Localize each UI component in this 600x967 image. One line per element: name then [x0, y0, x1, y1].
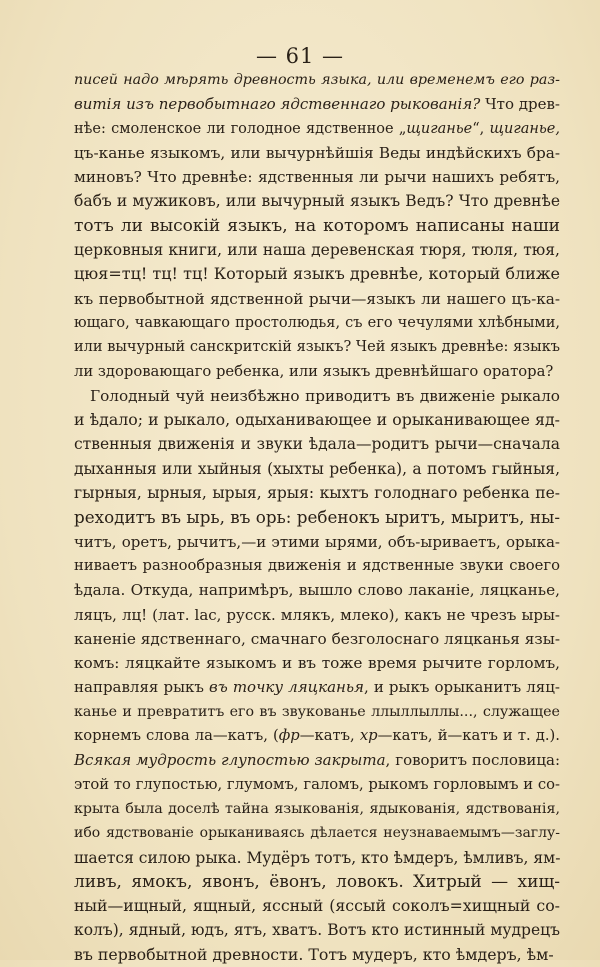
- text-segment: ибо ядствованіе орыканиваясь дѣлается неузнаваемымъ—заглу-: [74, 825, 560, 842]
- text-segment: цъ-канье языкомъ, или вычурнѣйшія Веды индѣйскихъ бра-: [74, 143, 560, 162]
- text-line: [74, 287, 560, 311]
- text-line: [74, 432, 560, 456]
- italic-text: щиганье: [406, 120, 473, 137]
- text-line: [74, 457, 560, 481]
- text-segment: въ первобытной древности. Тотъ мудеръ, кто ѣмдеръ, ѣм-: [74, 944, 554, 964]
- text-line: [74, 870, 560, 894]
- text-line: [74, 92, 560, 116]
- text-line: [74, 117, 560, 141]
- text-line: [74, 141, 560, 165]
- text-line: [74, 675, 560, 699]
- italic-text: витія изъ первобытнаго ядственнаго рыкованія?: [74, 95, 481, 114]
- text-line: [74, 214, 560, 238]
- text-line: [74, 700, 560, 724]
- text-segment: направляя рыкъ: [74, 678, 210, 697]
- text-segment: , говоритъ пословица:: [385, 751, 560, 770]
- text-line: [74, 651, 560, 675]
- text-segment: Что древ-: [480, 95, 560, 114]
- text-segment: дыханныя или хыйныя (хыхты ребенка), а потомъ гыйныя,: [74, 459, 560, 478]
- text-segment: ливъ, ямокъ, явонъ, ёвонъ, ловокъ. Хитрый — хищ-: [74, 871, 560, 892]
- text-line: [74, 384, 560, 408]
- text-line: [74, 530, 560, 554]
- text-line: [74, 578, 560, 602]
- text-segment: “,: [472, 120, 490, 137]
- text-segment: —катъ,: [299, 727, 360, 745]
- text-line: [74, 554, 560, 578]
- text-line: [74, 918, 560, 942]
- text-segment: колъ), ядный, юдъ, ятъ, хватъ. Вотъ кто истинный мудрецъ: [74, 921, 560, 940]
- text-line: [74, 603, 560, 627]
- text-segment: къ первобытной ядственной рычи—языкъ ли нашего цъ-ка-: [74, 289, 560, 308]
- text-segment: каненіе ядственнаго, смачнаго безголоснаго ляцканья язы-: [74, 629, 560, 648]
- page-number: — 61 —: [255, 44, 345, 68]
- text-line: [74, 481, 560, 505]
- text-segment: крыта была доселѣ тайна языкованія, ядыкованія, ядствованія,: [74, 800, 560, 817]
- text-line: [74, 505, 560, 529]
- text-line: [74, 238, 560, 262]
- text-segment: комъ: ляцкайте языкомъ и въ тоже время рычите горломъ,: [74, 654, 560, 673]
- text-segment: церковныя книги, или наша деревенская тюря, тюля, тюя,: [74, 241, 560, 260]
- text-segment: тотъ ли высокій языкъ, на которомъ написаны наши: [74, 215, 560, 236]
- text-segment: цюя=тц! тц! тц! Который языкъ древнѣе, который ближе: [74, 264, 560, 284]
- body-text: [74, 68, 560, 967]
- text-segment: или вычурный санскритскій языкъ? Чей языкъ древнѣе: языкъ: [74, 339, 560, 356]
- text-line: [74, 773, 560, 797]
- italic-text: щиганье,: [489, 120, 560, 137]
- text-segment: —катъ, й—катъ и т. д.).: [377, 727, 560, 745]
- text-segment: корнемъ слова ла—катъ, (: [74, 727, 279, 745]
- text-line: [74, 68, 560, 92]
- text-segment: бабъ и мужиковъ, или вычурный языкъ Ведъ? Что древнѣе: [74, 192, 560, 211]
- italic-text: Всякая мудрость глупостью закрыта: [74, 751, 386, 770]
- text-line: [74, 262, 560, 286]
- text-segment: ственныя движенія и звуки ѣдала—родитъ рычи—сначала: [74, 435, 560, 454]
- italic-text: писей надо мѣрять древность языка, или временемъ его раз-: [74, 72, 560, 88]
- text-segment: ный—ищный, ящный, яссный (яссый соколъ=хищный со-: [74, 896, 560, 916]
- text-line: [74, 165, 560, 189]
- text-line: [74, 846, 560, 870]
- text-line: [74, 748, 560, 772]
- text-line: [74, 821, 560, 845]
- text-segment: этой то глупостью, глумомъ, галомъ, рыкомъ горловымъ и со-: [74, 775, 560, 793]
- text-line: [74, 627, 560, 651]
- text-line: [74, 360, 560, 384]
- text-line: [74, 189, 560, 213]
- text-line: [74, 408, 560, 432]
- text-line: [74, 311, 560, 335]
- text-segment: гырныя, ырныя, ырыя, ярыя: кыхтъ голоднаго ребенка пе-: [74, 484, 560, 503]
- text-line: [74, 894, 560, 918]
- text-segment: ѣдала. Откуда, напримѣръ, вышло слово лаканіе, ляцканье,: [74, 581, 560, 600]
- text-segment: шается силою рыка. Мудёръ тотъ, кто ѣмдеръ, ѣмливъ, ям-: [74, 848, 561, 867]
- text-line: [74, 724, 560, 748]
- italic-text: въ точку ляцканья: [209, 678, 364, 697]
- text-segment: канье и превратитъ его въ звукованье ллыллыллы..., служащее: [74, 703, 560, 720]
- text-segment: ниваетъ разнообразныя движенія и ядственные звуки своего: [74, 556, 560, 574]
- text-line: [74, 797, 560, 821]
- italic-text: фр: [278, 727, 300, 745]
- text-segment: миновъ? Что древнѣе: ядственныя ли рычи нашихъ ребятъ,: [74, 168, 560, 187]
- text-line: [74, 335, 560, 359]
- italic-text: хр: [359, 727, 378, 745]
- text-segment: , и рыкъ орыканитъ ляц-: [363, 678, 560, 697]
- text-segment: Голодный чуй неизбѣжно приводитъ въ движеніе рыкало: [90, 386, 560, 405]
- text-segment: и ѣдало; и рыкало, одыханивающее и орыканивающее яд-: [74, 410, 560, 430]
- text-segment: ющаго, чавкающаго простолюдья, съ его чечулями хлѣбными,: [74, 314, 560, 331]
- text-segment: реходитъ въ ырь, въ орь: ребенокъ ыритъ, мыритъ, ны-: [74, 507, 560, 528]
- text-segment: ли здоровающаго ребенка, или языкъ древнѣйшаго оратора?: [74, 362, 554, 380]
- text-segment: ляцъ, лц! (лат. lac, русск. млякъ, млеко), какъ не чрезъ ыры-: [74, 605, 560, 624]
- text-segment: читъ, оретъ, рычитъ,—и этими ырями, объ-ыриваетъ, орыка-: [74, 532, 560, 551]
- text-line: [74, 943, 560, 967]
- text-segment: нѣе: смоленское ли голодное ядственное „: [74, 120, 407, 137]
